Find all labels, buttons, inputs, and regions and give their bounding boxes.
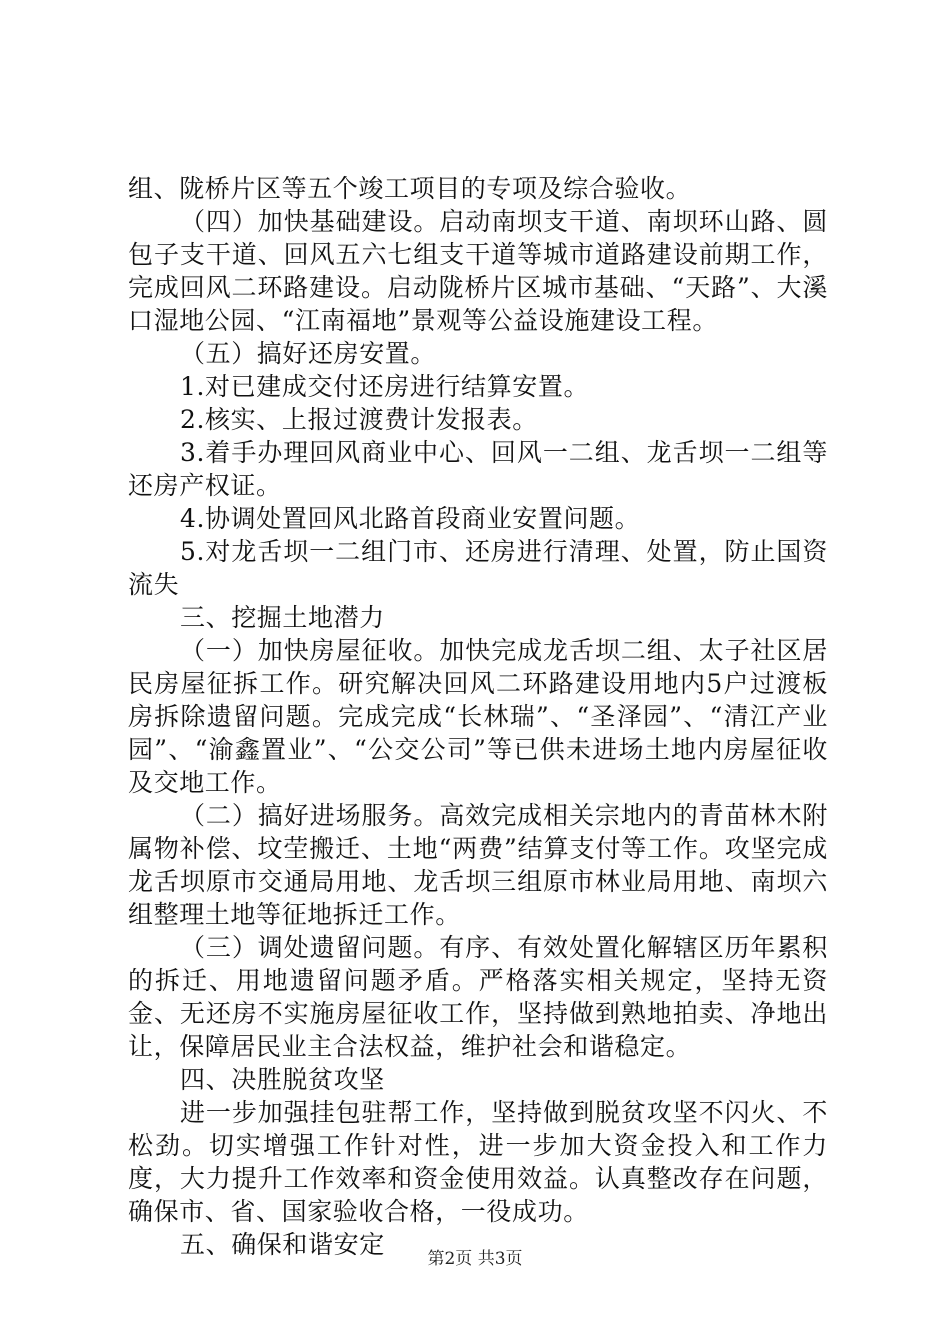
list-item: 1.对已建成交付还房进行结算安置。	[180, 372, 590, 401]
section-heading: 四、决胜脱贫攻坚	[180, 1065, 385, 1094]
body-paragraph-continuation: 组、陇桥片区等五个竣工项目的专项及综合验收。	[128, 174, 692, 203]
body-paragraph: （四）加快基础建设。启动南坝支干道、南坝环山路、圆包子支干道、回风五六七组支干道等城市道路建设前期工作，完成回风二环路建设。启动陇桥片区城市基础、“天路”、大溪口湿地公园、“江南福地”景观等公益设施建设工程。	[128, 207, 828, 335]
body-paragraph: （一）加快房屋征收。加快完成龙舌坝二组、太子社区居民房屋征拆工作。研究解决回风二环路建设用地内5户过渡板房拆除遗留问题。完成完成“长林瑞”、“圣泽园”、“清江产业园”、“渝鑫置业”、“公交公司”等已供未进场土地内房屋征收及交地工作。	[128, 636, 828, 797]
page-number: 第2页 共3页	[427, 1249, 523, 1269]
list-item: 5.对龙舌坝一二组门市、还房进行清理、处置，防止国资流失	[128, 537, 828, 599]
subsection-heading: （五）搞好还房安置。	[180, 339, 437, 368]
list-item: 4.协调处置回风北路首段商业安置问题。	[180, 504, 641, 533]
section-heading: 三、挖掘土地潜力	[180, 603, 385, 632]
list-item: 3.着手办理回风商业中心、回风一二组、龙舌坝一二组等还房产权证。	[128, 438, 828, 500]
list-item: 2.核实、上报过渡费计发报表。	[180, 405, 538, 434]
body-paragraph: 进一步加强挂包驻帮工作，坚持做到脱贫攻坚不闪火、不松劲。切实增强工作针对性，进一步加大资金投入和工作力度，大力提升工作效率和资金使用效益。认真整改存在问题，确保市、省、国家验收合格，一役成功。	[128, 1098, 828, 1226]
section-heading: 五、确保和谐安定	[180, 1230, 385, 1259]
body-paragraph: （三）调处遗留问题。有序、有效处置化解辖区历年累积的拆迁、用地遗留问题矛盾。严格落实相关规定，坚持无资金、无还房不实施房屋征收工作，坚持做到熟地拍卖、净地出让，保障居民业主合法权益，维护社会和谐稳定。	[128, 933, 828, 1061]
document-body	[128, 172, 828, 1261]
body-paragraph: （二）搞好进场服务。高效完成相关宗地内的青苗林木附属物补偿、坟茔搬迁、土地“两费”结算支付等工作。攻坚完成龙舌坝原市交通局用地、龙舌坝三组原市林业局用地、南坝六组整理土地等征地拆迁工作。	[128, 801, 828, 929]
